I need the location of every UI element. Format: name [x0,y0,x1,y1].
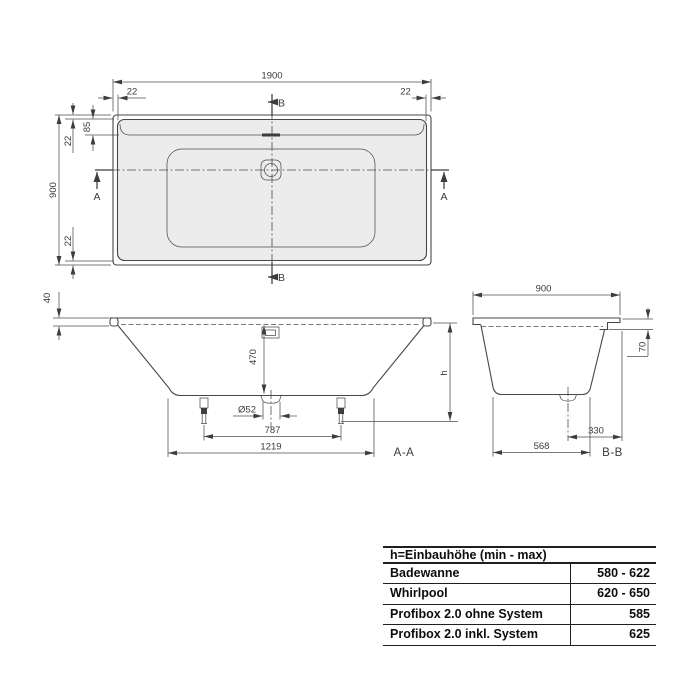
row-value: 625 [570,625,656,644]
table-header: h=Einbauhöhe (min - max) [383,546,656,564]
section-b-label-top: B [278,97,286,110]
dim-rim-bottom: 22 [63,235,74,247]
section-bb-view [473,284,653,460]
table-row [383,584,656,604]
aa-rim-lip-right [423,318,431,326]
aa-foot-left [200,398,208,424]
section-b-label-bottom: B [278,272,286,284]
aa-shell [118,326,424,396]
aa-overflow [262,327,279,338]
aa-dimensions [42,292,458,459]
dim-install-height: h [439,370,450,376]
table-row [383,564,656,584]
aa-rim-lip-left [110,318,118,326]
dim-offset-top-right: 22 [400,86,411,98]
section-aa-label: A-A [393,447,415,459]
row-label: Whirlpool [390,586,448,601]
row-value: 620 - 650 [570,584,656,603]
section-a-label-right: A [440,191,448,203]
table-row [383,605,656,625]
section-a-label-left: A [93,191,101,203]
dim-ledge: 85 [82,121,93,133]
plan-view [48,71,449,285]
dim-feet-spacing: 787 [264,425,281,436]
dim-rim-height: 40 [42,292,53,304]
dim-drain-offset: 330 [588,425,604,437]
table-row [383,625,656,645]
aa-foot-right [337,398,345,424]
row-label: Profibox 2.0 inkl. System [390,627,538,642]
bb-profile [473,318,622,441]
dim-offset-top-left: 22 [126,86,138,98]
dim-base-length: 1219 [260,441,282,453]
section-bb-label: B-B [602,447,623,459]
bb-shell [481,326,605,395]
section-aa-view [42,292,458,459]
dim-rim-top: 22 [63,135,74,147]
dim-rim-drop: 70 [637,341,649,353]
aa-profile [110,318,431,427]
dim-width: 900 [48,182,59,198]
dim-base-width: 568 [533,441,550,452]
row-value: 580 - 622 [570,564,656,583]
install-height-table [383,546,656,646]
dim-depth: 470 [248,349,259,365]
bb-rim-lip-right [600,318,620,330]
plan-overflow-slot [262,134,280,137]
bb-dimensions [473,284,653,460]
bb-rim-lip-left [473,318,481,325]
row-label: Badewanne [390,566,460,580]
row-value: 585 [570,605,656,624]
dim-drain-diameter: Ø52 [238,404,256,416]
aa-overflow-inner [266,330,276,336]
row-label: Profibox 2.0 ohne System [390,606,543,621]
dim-bb-width: 900 [535,283,552,295]
dim-length: 1900 [261,70,283,82]
